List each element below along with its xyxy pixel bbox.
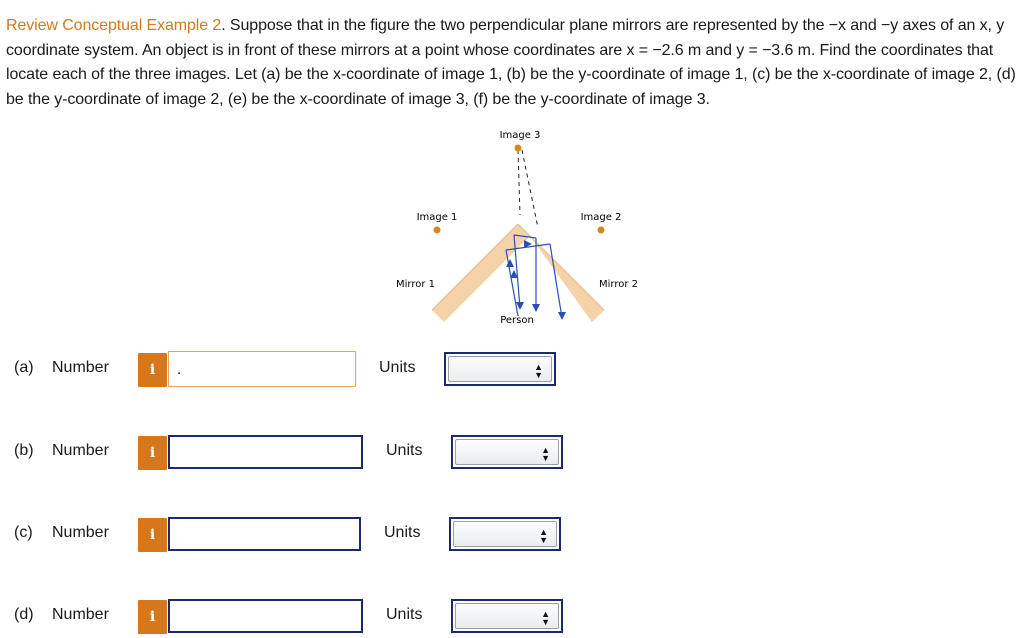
mirror2-label: Mirror 2 bbox=[599, 279, 639, 290]
image3-label: Image 3 bbox=[499, 130, 541, 141]
image2-dot bbox=[598, 227, 605, 234]
select-arrows-icon: ▲ ▼ bbox=[541, 445, 550, 463]
number-label: Number bbox=[52, 442, 109, 459]
part-label: (b) bbox=[14, 442, 34, 459]
select-arrows-icon: ▲ ▼ bbox=[534, 362, 543, 380]
answer-row-b bbox=[0, 434, 600, 474]
mirror-2 bbox=[518, 224, 604, 322]
select-arrows-icon: ▲ ▼ bbox=[541, 609, 550, 627]
info-icon[interactable]: i bbox=[138, 353, 167, 387]
image2-label: Image 2 bbox=[580, 212, 622, 223]
person-label: Person bbox=[500, 315, 534, 326]
number-label: Number bbox=[52, 359, 109, 376]
mirror1-label: Mirror 1 bbox=[396, 279, 436, 290]
units-select-b[interactable] bbox=[451, 435, 563, 469]
answer-row-c bbox=[0, 516, 600, 556]
number-input-b[interactable] bbox=[168, 435, 363, 469]
image1-label: Image 1 bbox=[416, 212, 458, 223]
question-text bbox=[6, 14, 1020, 112]
units-select-d[interactable] bbox=[451, 599, 563, 633]
image1-dot bbox=[434, 227, 441, 234]
number-input-a[interactable] bbox=[168, 351, 356, 387]
mirror-figure bbox=[380, 120, 670, 335]
answer-row-a bbox=[0, 351, 600, 391]
image3-dot bbox=[515, 145, 522, 152]
units-select-a[interactable] bbox=[444, 352, 556, 386]
part-label: (a) bbox=[14, 359, 34, 376]
select-arrows-icon: ▲ ▼ bbox=[539, 527, 548, 545]
mirror-diagram bbox=[380, 120, 670, 335]
units-select-c[interactable] bbox=[449, 517, 561, 551]
number-label: Number bbox=[52, 606, 109, 623]
info-icon[interactable]: i bbox=[138, 436, 167, 470]
units-label: Units bbox=[386, 442, 423, 459]
units-label: Units bbox=[386, 606, 423, 623]
conceptual-example-link[interactable]: Review Conceptual Example 2 bbox=[6, 17, 222, 34]
info-icon[interactable]: i bbox=[138, 518, 167, 552]
units-label: Units bbox=[384, 524, 421, 541]
part-label: (c) bbox=[14, 524, 33, 541]
part-label: (d) bbox=[14, 606, 34, 623]
number-label: Number bbox=[52, 524, 109, 541]
info-icon[interactable]: i bbox=[138, 600, 167, 634]
number-input-d[interactable] bbox=[168, 599, 363, 633]
answer-row-d bbox=[0, 598, 600, 638]
units-label: Units bbox=[379, 359, 416, 376]
question-body: . Suppose that in the figure the two perpendicular plane mirrors are represented by the −x and −y axes of an x, y coordinate system. An object is in front of these mirrors at a point whose coordinates are x = −2.6 m and y = −3.6 m. Find the coordinates that locate each of the three images. Let (a) be the x-coordinate of image 1, (b) be the y-coordinate of image 1, (c) be the x-coordinate of image 2, (d) be the y-coordinate of image 2, (e) be the x-coordinate of image 3, (f) be the y-coordinate of image 3. bbox=[6, 17, 1016, 108]
number-input-c[interactable] bbox=[168, 517, 361, 551]
